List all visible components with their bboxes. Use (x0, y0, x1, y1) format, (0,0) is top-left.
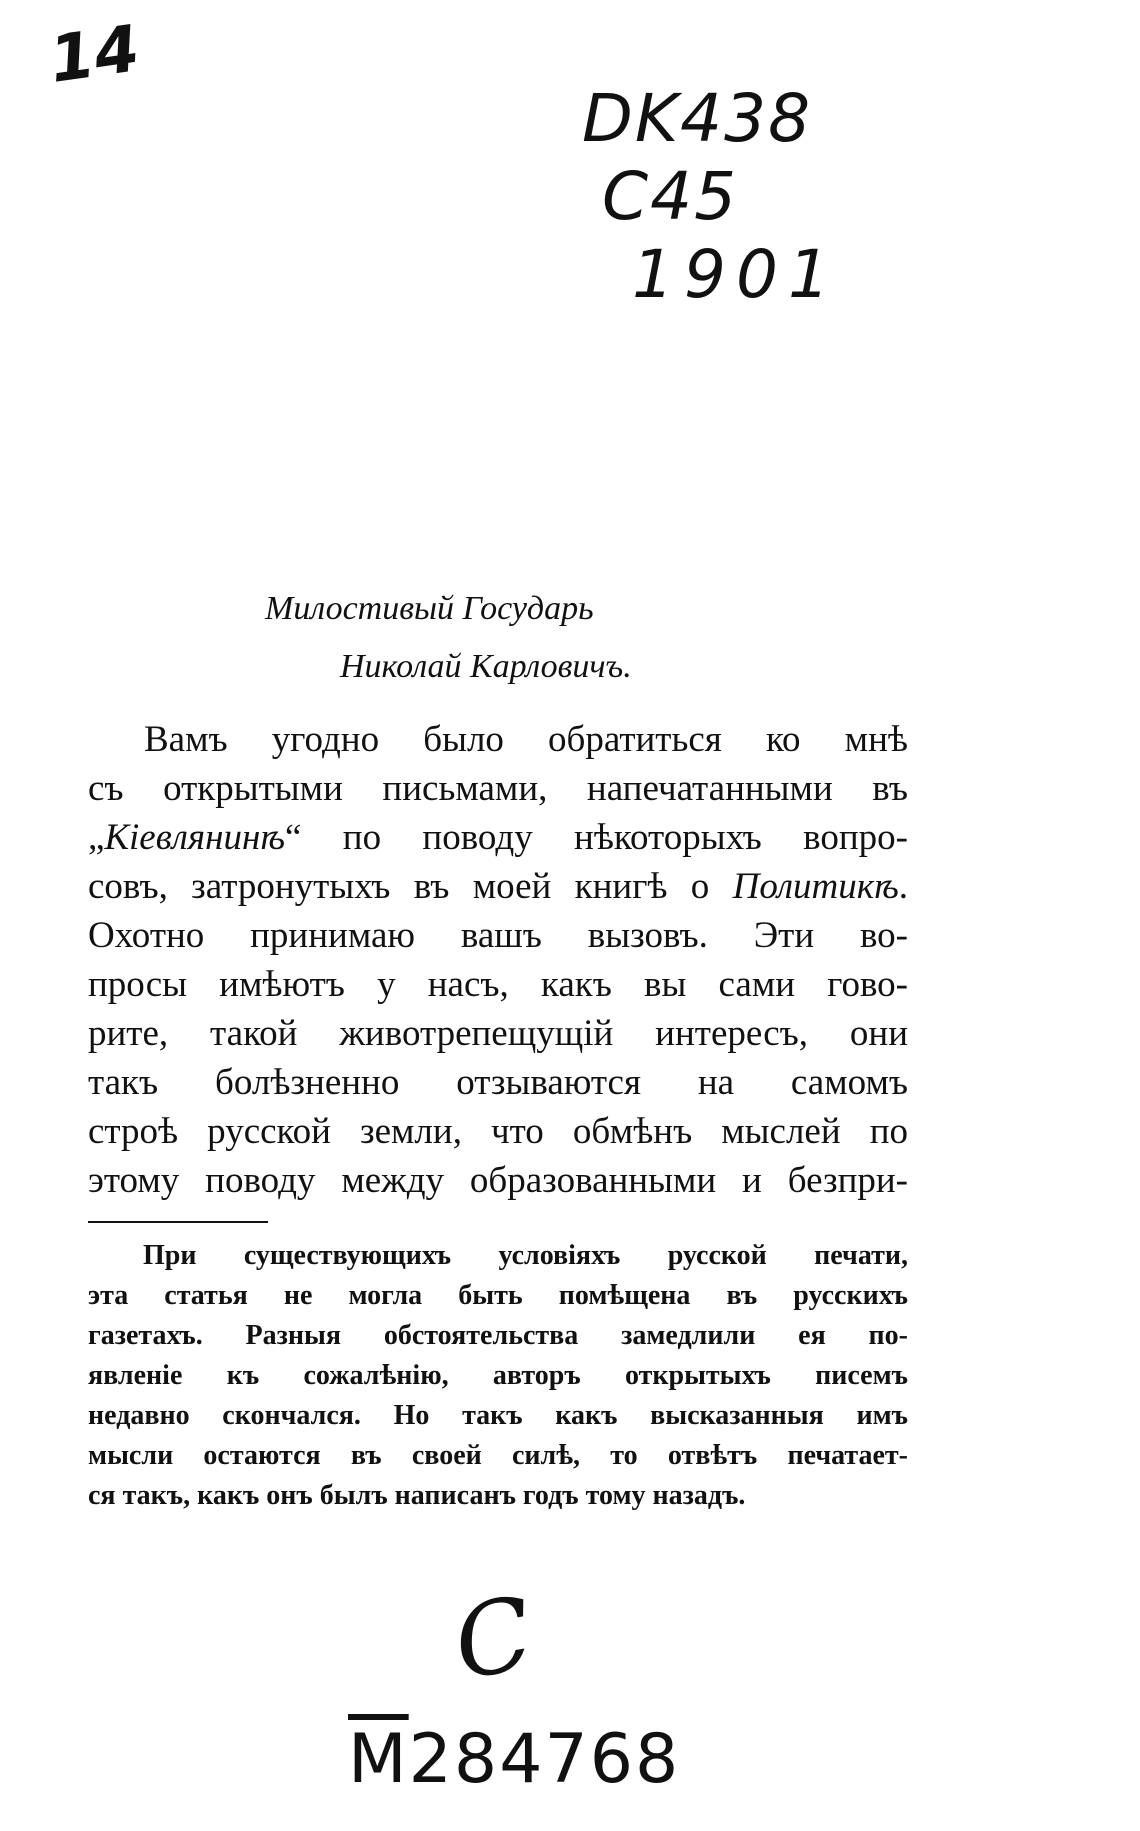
body-paragraph (88, 715, 908, 1205)
salutation-line-2: Николай Карловичъ. (340, 648, 632, 685)
footnote-line: недавно скончался. Но такъ какъ высказанныя имъ (88, 1400, 908, 1431)
footnote-line: При существующихъ условіяхъ русской печати, (143, 1240, 908, 1271)
footnote-line: эта статья не могла быть помѣщена въ русскихъ (88, 1280, 908, 1311)
body-line: этому поводу между образованными и безпри- (88, 1160, 908, 1201)
body-line: такъ болѣзненно отзываются на самомъ (88, 1062, 908, 1103)
footnote-divider (88, 1221, 268, 1223)
salutation-line-1: Милостивый Государь (265, 590, 594, 627)
call-number-line-2: C45 (602, 158, 739, 235)
italic-title: Кіевлянинѣ (104, 817, 285, 858)
handwritten-c-mark: C (445, 1574, 542, 1703)
body-line: „Кіевлянинѣ“ по поводу нѣкоторыхъ вопро- (88, 817, 908, 858)
body-line: совъ, затронутыхъ въ моей книгѣ о Политикѣ. (88, 866, 908, 907)
italic-title: Политикѣ (732, 866, 899, 907)
body-line: строѣ русской земли, что обмѣнъ мыслей по (88, 1111, 908, 1152)
footnote-line: газетахъ. Разныя обстоятельства замедлили ея по- (88, 1320, 908, 1351)
library-stamp-number (348, 1720, 680, 1799)
footnote-line: явленіе къ сожалѣнію, авторъ открытыхъ писемъ (88, 1360, 908, 1391)
handwritten-call-number (582, 80, 840, 314)
stamp-prefix: $\overline{M}$ (348, 1720, 409, 1799)
handwritten-corner-mark: 14 (45, 12, 144, 98)
stamp-number: 284768 (408, 1720, 681, 1799)
footnote-line: ся такъ, какъ онъ былъ написанъ годъ тому назадъ. (88, 1480, 746, 1511)
body-line: Охотно принимаю вашъ вызовъ. Эти во- (88, 915, 908, 956)
body-line: просы имѣютъ у насъ, какъ вы сами гово- (88, 964, 908, 1005)
body-line: Вамъ угодно было обратиться ко мнѣ (144, 719, 908, 760)
footnote (88, 1236, 908, 1516)
body-line: рите, такой животрепещущій интересъ, они (88, 1013, 908, 1054)
call-number-line-1: DK438 (582, 80, 813, 157)
footnote-line: мысли остаются въ своей силѣ, то отвѣтъ печатает- (88, 1440, 908, 1471)
body-line: съ открытыми письмами, напечатанными въ (88, 768, 908, 809)
call-number-line-3: 1901 (632, 236, 840, 313)
